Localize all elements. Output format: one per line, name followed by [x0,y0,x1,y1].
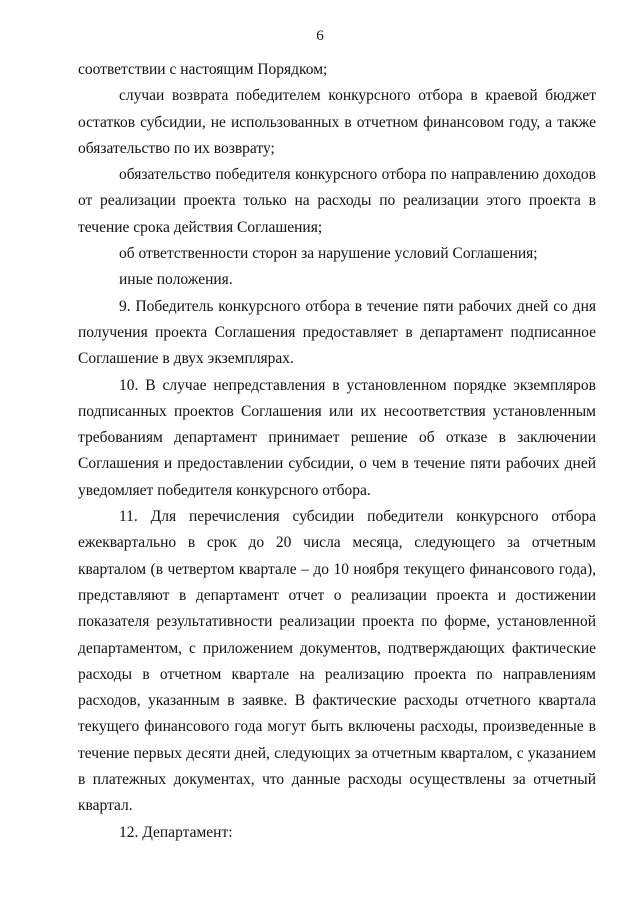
paragraph-income-obligation: обязательство победителя конкурсного отбора по направлению доходов от реализации проекта только на расходы по реализации этого проекта в течение срока действия Соглашения; [78,166,596,236]
document-body [78,57,596,846]
paragraph-responsibility: об ответственности сторон за нарушение условий Соглашения; [119,245,538,263]
paragraph-item-9: 9. Победитель конкурсного отбора в течение пяти рабочих дней со дня получения проекта Соглашения предоставляет в департамент подписанное Соглашение в двух экземплярах. [78,297,596,368]
paragraph-item-12: 12. Департамент: [119,823,233,841]
paragraph-item-10: 10. В случае непредставления в установленном порядке экземпляров подписанных проектов Соглашения или их несоответствия установленным требованиям департамент принимает решение об отказе в заключении Соглашения и предоставлении субсидии, о чем в течение пяти рабочих дней уведомляет победителя конкурсного отбора. [78,376,596,499]
paragraph-continuation: соответствии с настоящим Порядком; [78,61,328,78]
page-number: 6 [316,28,324,44]
paragraph-other-provisions: иные положения. [119,271,233,289]
paragraph-subsidy-return: случаи возврата победителем конкурсного отбора в краевой бюджет остатков субсидии, не использованных в отчетном финансовом году, а также обязательство по их возврату; [78,87,596,157]
paragraph-item-11: 11. Для перечисления субсидии победители конкурсного отбора ежеквартально в срок до 20 числа месяца, следующего за отчетным кварталом (в четвертом квартале – до 10 ноября текущего финансового года), представляют в департамент отчет о реализации проекта и достижении показателя результативности реализации проекта по форме, установленной департаментом, с приложением документов, подтверждающих фактические расходы в отчетном квартале на реализацию проекта по направлениям расходов, указанным в заявке. В фактические расходы отчетного квартала текущего финансового года могут быть включены расходы, произведенные в течение первых десяти дней, следующих за отчетным кварталом, с указанием в платежных документах, что данные расходы осуществлены за отчетный квартал. [78,508,596,815]
